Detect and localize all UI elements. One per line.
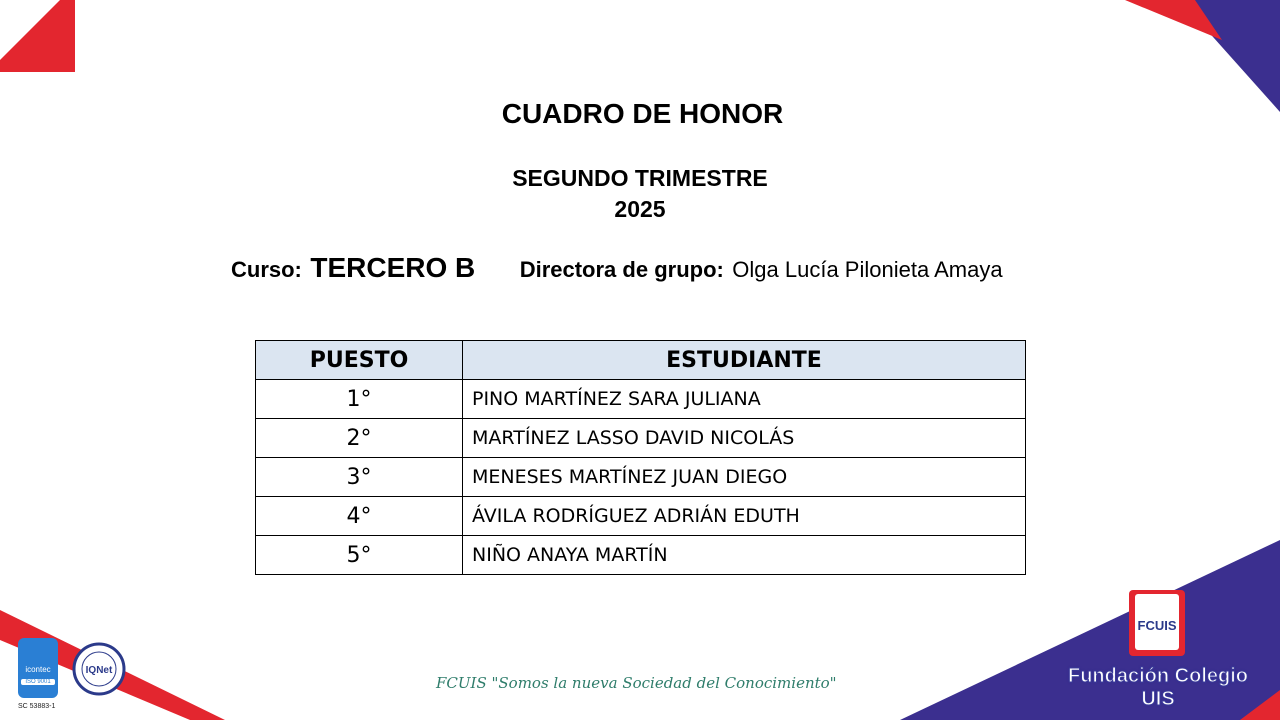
table-row (256, 380, 1026, 419)
page-title: CUADRO DE HONOR (501, 98, 784, 129)
course-value: TERCERO B (310, 252, 476, 283)
corner-logo-icon (0, 0, 75, 72)
certification-code: SC 53883-1 (18, 703, 56, 710)
table-row (256, 536, 1026, 575)
icontec-brand: icontec (25, 665, 51, 674)
year-text: 2025 (614, 196, 666, 222)
header-student: ESTUDIANTE (463, 341, 1026, 380)
period-text: SEGUNDO TRIMESTRE (512, 165, 768, 191)
logo-text: FCUIS (1137, 618, 1177, 633)
row-student-name: PINO MARTÍNEZ SARA JULIANA (463, 380, 1026, 419)
row-position: 2° (256, 419, 463, 458)
fcuis-logo-icon (1127, 588, 1189, 658)
course-label: Curso: (231, 257, 302, 282)
period-heading (0, 163, 1280, 225)
director-value: Olga Lucía Pilonieta Amaya (732, 257, 1003, 282)
honor-table (255, 340, 1026, 575)
course-info (231, 252, 1003, 284)
table-header-row (256, 341, 1026, 380)
footer-motto: FCUIS "Somos la nueva Sociedad del Conocimiento" (436, 674, 837, 692)
icontec-certification-icon (18, 638, 58, 698)
foundation-name: Fundación Colegio UIS (1068, 665, 1248, 710)
table-row (256, 458, 1026, 497)
row-student-name: MENESES MARTÍNEZ JUAN DIEGO (463, 458, 1026, 497)
icontec-standard: ISO 9001 (21, 679, 55, 685)
row-position: 5° (256, 536, 463, 575)
header-position: PUESTO (256, 341, 463, 380)
director-label: Directora de grupo: (519, 257, 724, 282)
iqnet-certification-icon (72, 642, 126, 696)
row-student-name: ÁVILA RODRÍGUEZ ADRIÁN EDUTH (463, 497, 1026, 536)
row-position: 4° (256, 497, 463, 536)
row-student-name: NIÑO ANAYA MARTÍN (463, 536, 1026, 575)
row-position: 3° (256, 458, 463, 497)
table-row (256, 419, 1026, 458)
iqnet-label: IQNet (85, 665, 113, 676)
row-position: 1° (256, 380, 463, 419)
row-student-name: MARTÍNEZ LASSO DAVID NICOLÁS (463, 419, 1026, 458)
table-row (256, 497, 1026, 536)
